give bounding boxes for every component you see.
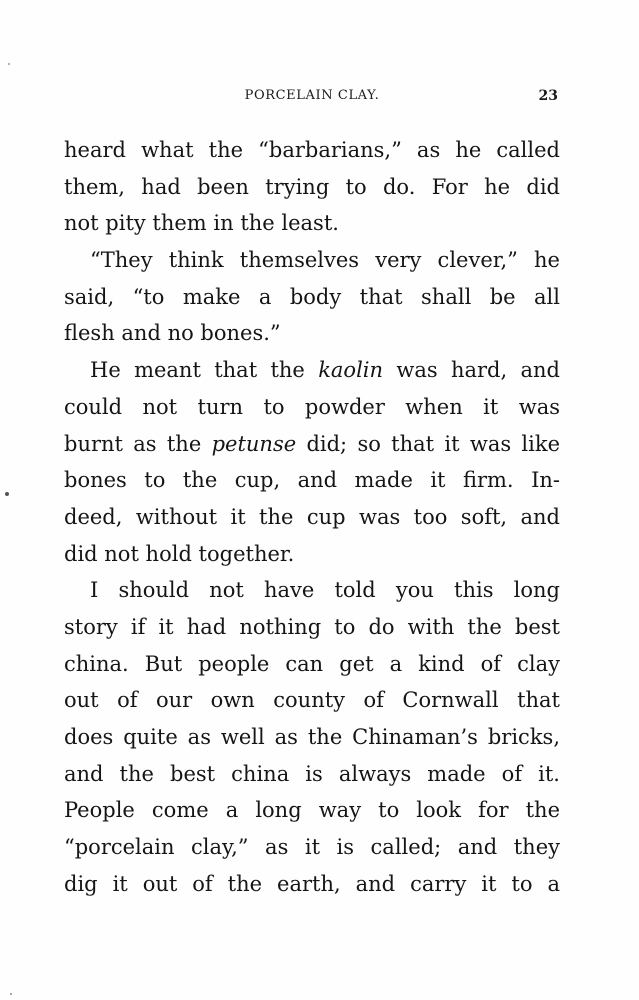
text-line	[64, 352, 560, 389]
text-line: “porcelain clay,” as it is called; and they	[64, 835, 560, 860]
scan-speck	[5, 492, 9, 496]
text-segment: was hard, and	[383, 358, 560, 383]
text-line: them, had been trying to do. For he did	[64, 174, 560, 199]
text-line: flesh and no bones.”	[64, 321, 281, 346]
text-line: heard what the “barbarians,” as he called	[64, 138, 560, 162]
text-line: bones to the cup, and made it firm. In-	[64, 468, 560, 493]
running-head	[64, 88, 560, 108]
text-segment: burnt as the	[64, 431, 212, 456]
italic-term-petunse: petunse	[211, 431, 297, 456]
running-title: PORCELAIN CLAY.	[244, 88, 380, 103]
scan-speck	[10, 993, 12, 995]
text-line: story if it had nothing to do with the best	[64, 614, 560, 639]
body-text	[64, 132, 560, 902]
text-line: could not turn to powder when it was	[64, 394, 560, 419]
text-line: People come a long way to look for the	[64, 798, 560, 823]
text-line	[64, 426, 560, 463]
text-line: dig it out of the earth, and carry it to a	[64, 871, 560, 896]
page-number: 23	[538, 88, 558, 104]
text-line: not pity them in the least.	[64, 211, 339, 236]
text-segment: He meant that the	[90, 358, 319, 383]
text-line: does quite as well as the Chinaman’s bricks,	[64, 725, 560, 749]
text-line: and the best china is always made of it.	[64, 761, 560, 786]
text-line: out of our own county of Cornwall that	[64, 688, 560, 713]
text-line: said, “to make a body that shall be all	[64, 284, 560, 309]
text-line: china. But people can get a kind of clay	[64, 651, 560, 676]
text-line: did not hold together.	[64, 541, 295, 566]
text-line: deed, without it the cup was too soft, and	[64, 504, 560, 529]
italic-term-kaolin: kaolin	[318, 358, 384, 383]
text-line: “They think themselves very clever,” he	[90, 248, 560, 273]
scan-speck	[8, 63, 10, 65]
text-line: I should not have told you this long	[90, 578, 560, 603]
text-segment: did; so that it was like	[296, 431, 561, 456]
